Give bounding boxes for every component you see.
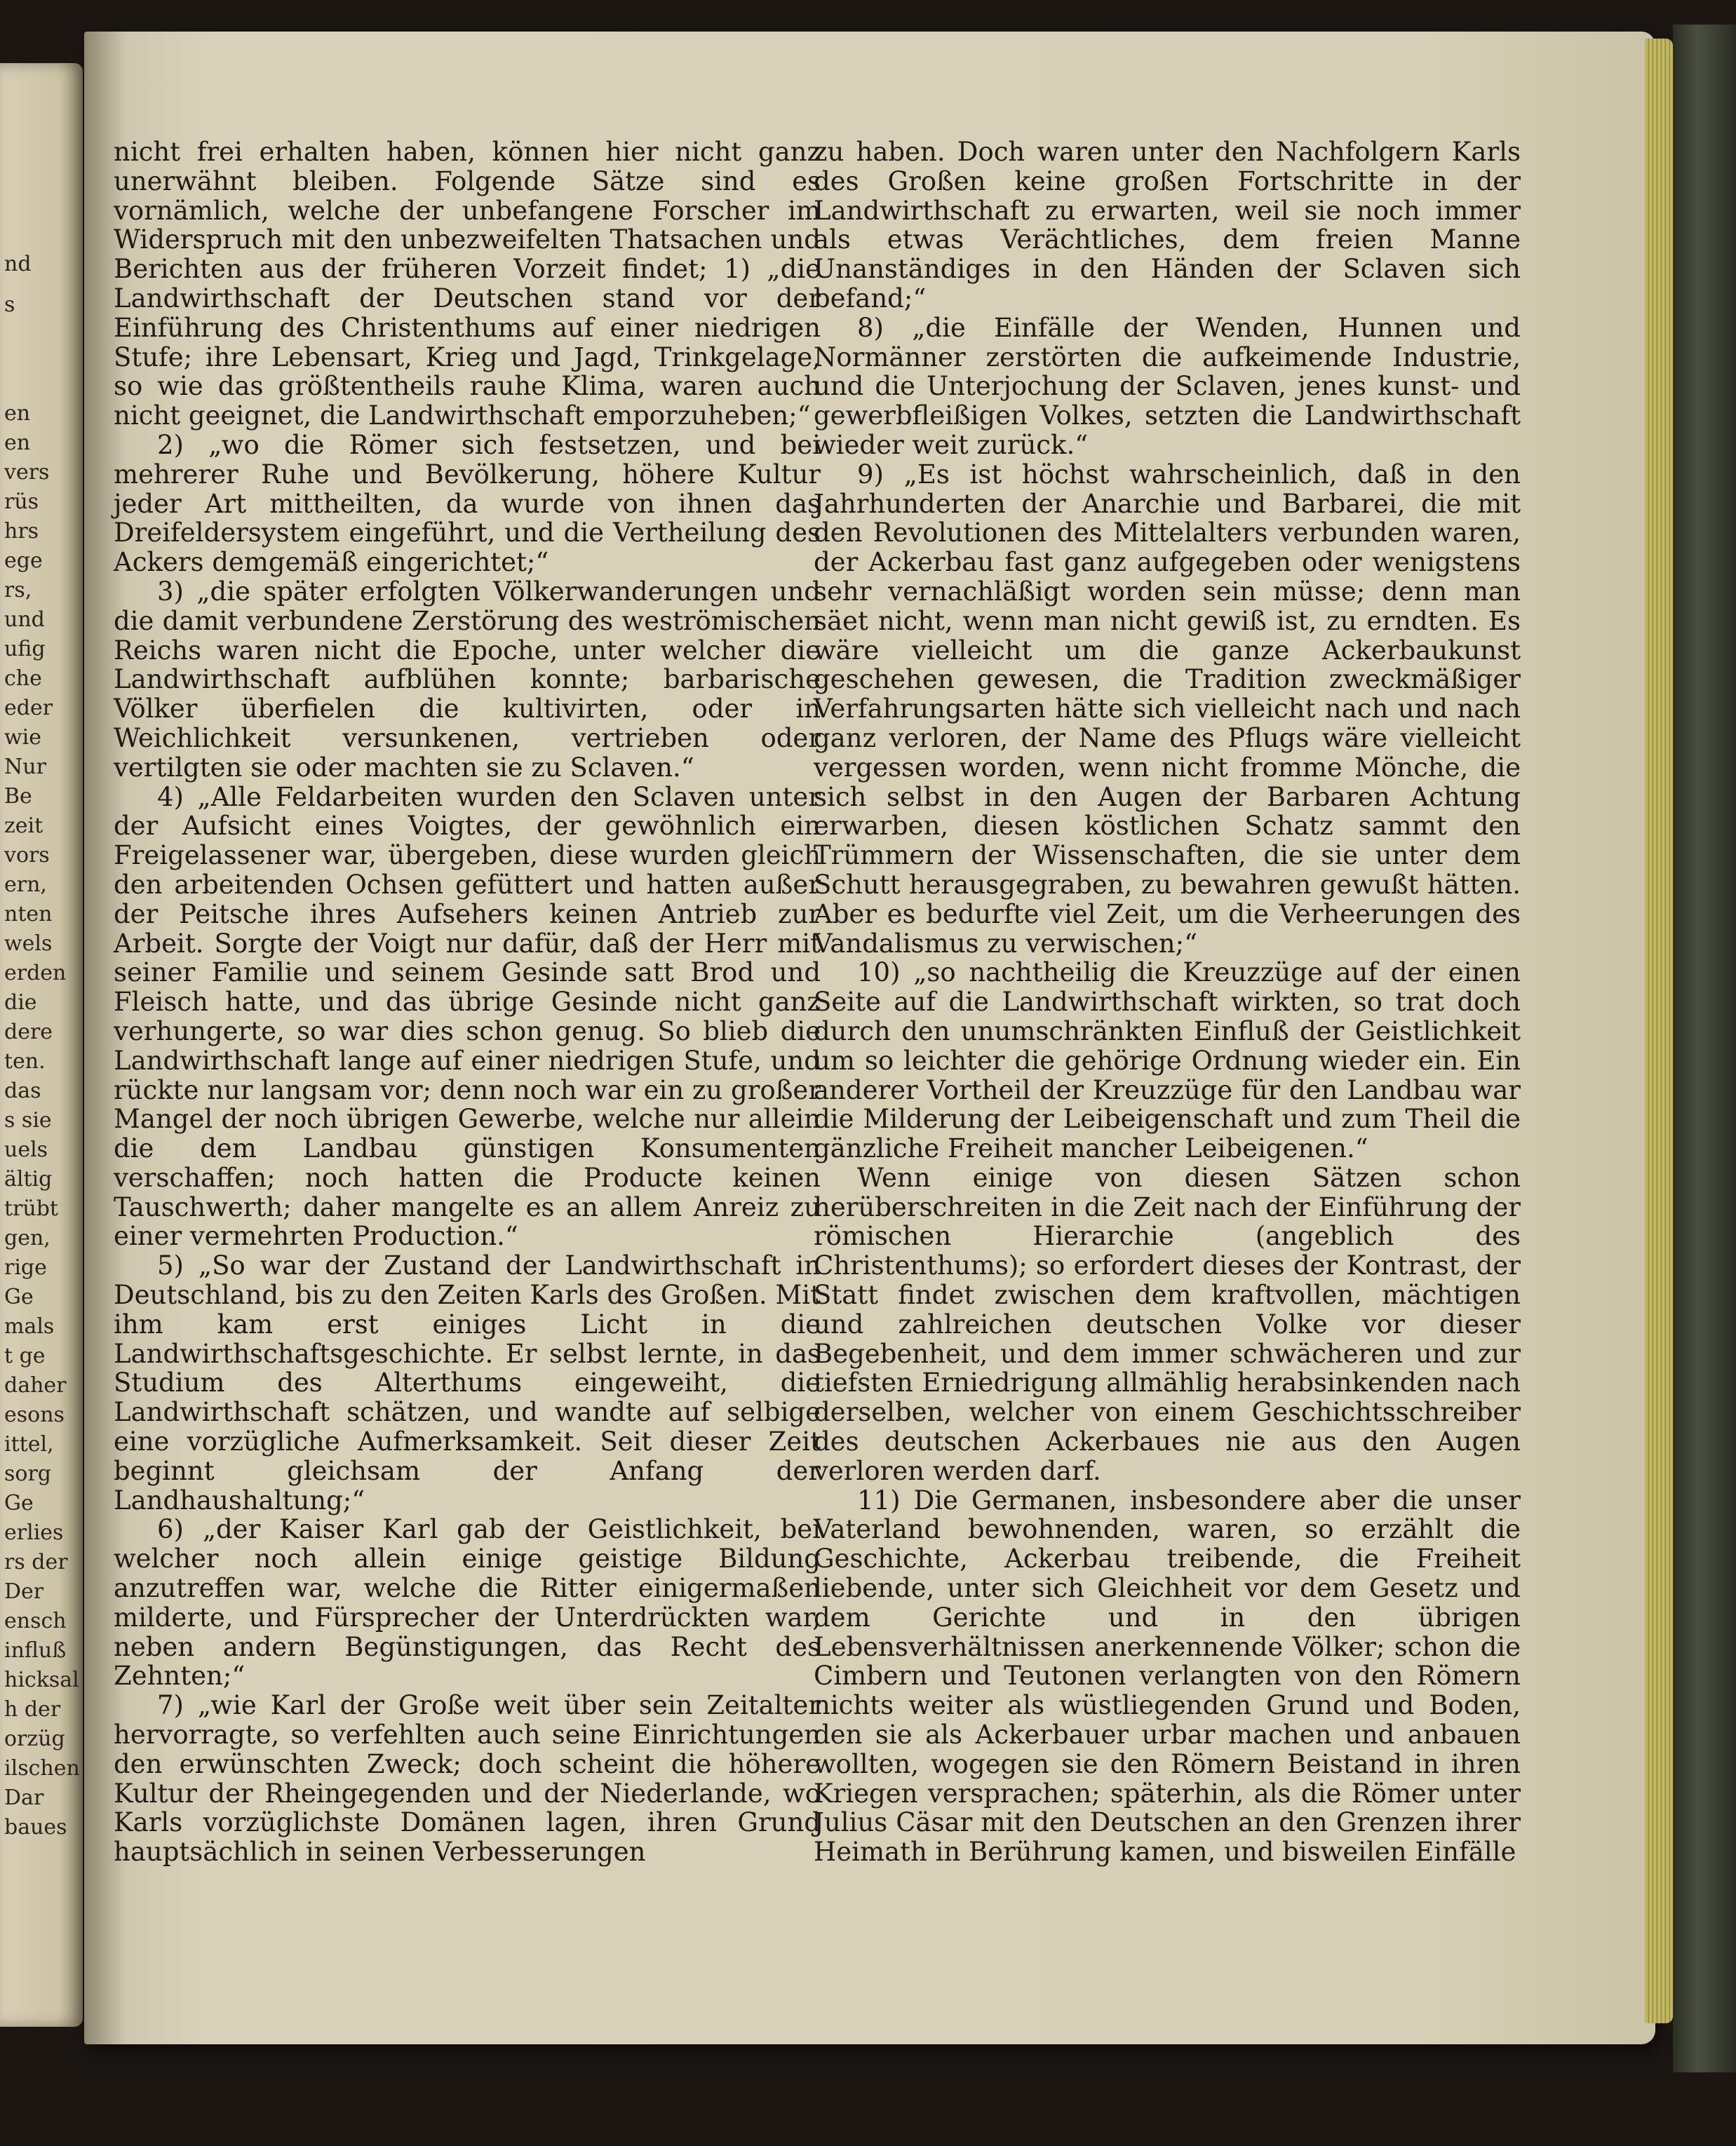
paragraph: nicht frei erhalten haben, können hier nicht ganz unerwähnt bleiben. Folgende Sätze sind es vornämlich, welche der unbefangene Forscher im Widerspruch mit den unbezweifelten Thatsachen und Berichten aus der früheren Vorzeit findet; 1) „die Landwirthschaft der Deutschen stand vor der Einführung des Christenthums auf einer niedrigen Stufe; ihre Lebensart, Krieg und Jagd, Trinkgelage, so wie das größtentheils rauhe Klima, waren auch nicht geeignet, die Landwirthschaft emporzuheben;“	[114, 137, 821, 431]
paragraph: 9) „Es ist höchst wahrscheinlich, daß in den Jahrhunderten der Anarchie und Barbarei, die mit den Revolutionen des Mittelalters verbunden waren, der Ackerbau fast ganz aufgegeben oder wenigstens sehr vernachläßigt worden sein müsse; denn man säet nicht, wenn man nicht gewiß ist, zu erndten. Es wäre vielleicht um die ganze Ackerbaukunst geschehen gewesen, die Tradition zweckmäßiger Verfahrungsarten hätte sich vielleicht nach und nach ganz verloren, der Name des Pflugs wäre vielleicht vergessen worden, wenn nicht fromme Mönche, die sich selbst in den Augen der Barbaren Achtung erwarben, diesen köstlichen Schatz sammt den Trümmern der Wissenschaften, die sie unter dem Schutt herausgegraben, zu bewahren gewußt hätten. Aber es bedurfte viel Zeit, um die Verheerungen des Vandalismus zu verwischen;“	[814, 459, 1521, 959]
facing-page-fragment: zeit	[4, 814, 43, 838]
facing-page-fragment: Be	[4, 784, 32, 809]
facing-page-fragment: Ge	[4, 1491, 34, 1516]
right-text-column	[814, 137, 1521, 1867]
facing-page-fragment: gen,	[4, 1226, 51, 1250]
facing-page-fragment: Nur	[4, 755, 46, 779]
facing-page-fragment: Ge	[4, 1285, 34, 1309]
facing-page-fragment: baues	[4, 1815, 67, 1840]
facing-page-fragment: erlies	[4, 1520, 64, 1545]
facing-page-fragment: ufig	[4, 637, 46, 661]
paragraph: 2) „wo die Römer sich festsetzen, und bei mehrerer Ruhe und Bevölkerung, höhere Kultur jeder Art mittheilten, da wurde von ihnen das Dreifeldersystem eingeführt, und die Vertheilung des Ackers demgemäß eingerichtet;“	[114, 429, 821, 578]
facing-page-fragment: ern,	[4, 872, 47, 897]
paragraph: 5) „So war der Zustand der Landwirthschaft in Deutschland, bis zu den Zeiten Karls des Großen. Mit ihm kam erst einiges Licht in die Landwirthschaftsgeschichte. Er selbst lernte, in das Studium des Alterthums eingeweiht, die Landwirthschaft schätzen, und wandte auf selbige eine vorzügliche Aufmerksamkeit. Seit dieser Zeit beginnt gleichsam der Anfang der Landhaushaltung;“	[114, 1250, 821, 1516]
facing-page-fragment: rüs	[4, 490, 39, 514]
facing-page-fragment: rige	[4, 1255, 47, 1280]
paragraph: zu haben. Doch waren unter den Nachfolgern Karls des Großen keine großen Fortschritte in der Landwirthschaft zu erwarten, weil sie noch immer als etwas Verächtliches, dem freien Manne Unanständiges in den Händen der Sclaven sich befand;“	[814, 137, 1521, 313]
facing-page-fragment: esons	[4, 1403, 65, 1427]
facing-page-fragment: erden	[4, 961, 67, 985]
facing-page-fragment: influß	[4, 1638, 67, 1663]
facing-page-fragment: Der	[4, 1579, 44, 1604]
paragraph: 11) Die Germanen, insbesondere aber die unser Vaterland bewohnenden, waren, so erzählt die Geschichte, Ackerbau treibende, die Freiheit liebende, unter sich Gleichheit vor dem Gesetz und dem Gerichte und in den übrigen Lebensverhältnissen anerkennende Völker; schon die Cimbern und Teutonen verlangten von den Römern nichts weiter als wüstliegenden Grund und Boden, den sie als Ackerbauer urbar machen und anbauen wollten, wogegen sie den Römern Beistand in ihren Kriegen versprachen; späterhin, als die Römer unter Julius Cäsar mit den Deutschen an den Grenzen ihrer Heimath in Berührung kamen, und bisweilen Einfälle	[814, 1485, 1521, 1868]
facing-page-fragment: che	[4, 666, 42, 691]
paragraph: Wenn einige von diesen Sätzen schon herüberschreiten in die Zeit nach der Einführung der römischen Hierarchie (angeblich des Christenthums); so erfordert dieses der Kontrast, der Statt findet zwischen dem kraftvollen, mächtigen und zahlreichen deutschen Volke vor dieser Begebenheit, und dem immer schwächeren und zur tiefsten Erniedrigung allmählig herabsinkenden nach derselben, welcher von einem Geschichtsschreiber des deutschen Ackerbaues nie aus den Augen verloren werden darf.	[814, 1162, 1521, 1486]
facing-page-fragment: ilschen	[4, 1756, 80, 1781]
book-cover-edge	[1673, 25, 1736, 2072]
facing-page-fragment: wels	[4, 931, 53, 956]
facing-page-fragment: daher	[4, 1373, 67, 1398]
facing-page-fragment: rs,	[4, 578, 32, 602]
facing-page-fragment: rs der	[4, 1550, 68, 1574]
facing-page-fragment: eder	[4, 696, 53, 720]
facing-page-fragment: nd	[4, 252, 32, 276]
facing-page-fragment: en	[4, 431, 31, 455]
facing-page-fragment: nten	[4, 902, 53, 926]
facing-page-fragment: ten.	[4, 1049, 46, 1074]
facing-page-fragment: Dar	[4, 1786, 44, 1810]
paragraph: 3) „die später erfolgten Völkerwanderungen und die damit verbundene Zerstörung des weströmischen Reichs waren nicht die Epoche, unter welcher die Landwirthschaft aufblühen konnte; barbarische Völker überfielen die kultivirten, oder in Weichlichkeit versunkenen, vertrieben oder vertilgten sie oder machten sie zu Sclaven.“	[114, 576, 821, 783]
facing-page-fragment: h der	[4, 1697, 61, 1722]
facing-page-fragment: en	[4, 401, 31, 426]
facing-page-edge	[0, 63, 83, 2027]
facing-page-fragment: ältig	[4, 1167, 53, 1192]
paragraph: 6) „der Kaiser Karl gab der Geistlichkeit, bei welcher noch allein einige geistige Bildung anzutreffen war, welche die Ritter einigermaßen milderte, und Fürsprecher der Unterdrückten war, neben andern Begünstigungen, das Recht des Zehnten;“	[114, 1514, 821, 1692]
facing-page-fragment: vors	[4, 843, 50, 868]
paragraph: 8) „die Einfälle der Wenden, Hunnen und Normänner zerstörten die aufkeimende Industrie, und die Unterjochung der Sclaven, jenes kunst- und gewerbfleißigen Volkes, setzten die Landwirthschaft wieder weit zurück.“	[814, 312, 1521, 460]
paragraph: 10) „so nachtheilig die Kreuzzüge auf der einen Seite auf die Landwirthschaft wirkten, so trat doch durch den unumschränkten Einfluß der Geistlichkeit um so leichter die gehörige Ordnung wieder ein. Ein anderer Vortheil der Kreuzzüge für den Landbau war die Milderung der Leibeigenschaft und zum Theil die gänzliche Freiheit mancher Leibeigenen.“	[814, 957, 1521, 1164]
facing-page-fragment: dere	[4, 1020, 53, 1044]
facing-page-fragment: orzüg	[4, 1727, 65, 1751]
facing-page-fragment: und	[4, 607, 45, 632]
facing-page-fragment: die	[4, 990, 37, 1015]
facing-page-fragment: sorg	[4, 1462, 52, 1486]
left-text-column	[114, 137, 821, 1867]
paragraph: 4) „Alle Feldarbeiten wurden den Sclaven unter der Aufsicht eines Voigtes, der gewöhnlich ein Freigelassener war, übergeben, diese wurden gleich den arbeitenden Ochsen gefüttert und hatten außer der Peitsche ihres Aufsehers keinen Antrieb zur Arbeit. Sorgte der Voigt nur dafür, daß der Herr mit seiner Familie und seinem Gesinde satt Brod und Fleisch hatte, und das übrige Gesinde nicht ganz verhungerte, so war dies schon genug. So blieb die Landwirthschaft lange auf einer niedrigen Stufe, und rückte nur langsam vor; denn noch war ein zu großer Mangel der noch übrigen Gewerbe, welche nur allein die dem Landbau günstigen Konsumenten verschaffen; noch hatten die Producte keinen Tauschwerth; daher mangelte es an allem Anreiz zu einer vermehrten Production.“	[114, 781, 821, 1252]
paragraph: 7) „wie Karl der Große weit über sein Zeitalter hervorragte, so verfehlten auch seine Einrichtungen den erwünschten Zweck; doch scheint die höhere Kultur der Rheingegenden und der Niederlande, wo Karls vorzüglichste Domänen lagen, ihren Grund hauptsächlich in seinen Verbesserungen	[114, 1690, 821, 1868]
facing-page-fragment: s sie	[4, 1108, 52, 1133]
facing-page-fragment: t ge	[4, 1344, 46, 1368]
page-block-edge	[1645, 39, 1673, 2023]
facing-page-fragment: uels	[4, 1138, 48, 1162]
facing-page-fragment: ittel,	[4, 1432, 54, 1457]
facing-page-fragment: vers	[4, 460, 50, 485]
facing-page-fragment: das	[4, 1079, 41, 1103]
facing-page-fragment: hrs	[4, 519, 39, 544]
facing-page-fragment: ensch	[4, 1609, 67, 1633]
facing-page-fragment: wie	[4, 725, 42, 750]
facing-page-fragment: s	[4, 292, 15, 317]
facing-page-fragment: hicksal	[4, 1668, 79, 1692]
facing-page-fragment: trübt	[4, 1196, 58, 1221]
facing-page-fragment: ege	[4, 548, 43, 573]
facing-page-fragment: mals	[4, 1314, 55, 1339]
